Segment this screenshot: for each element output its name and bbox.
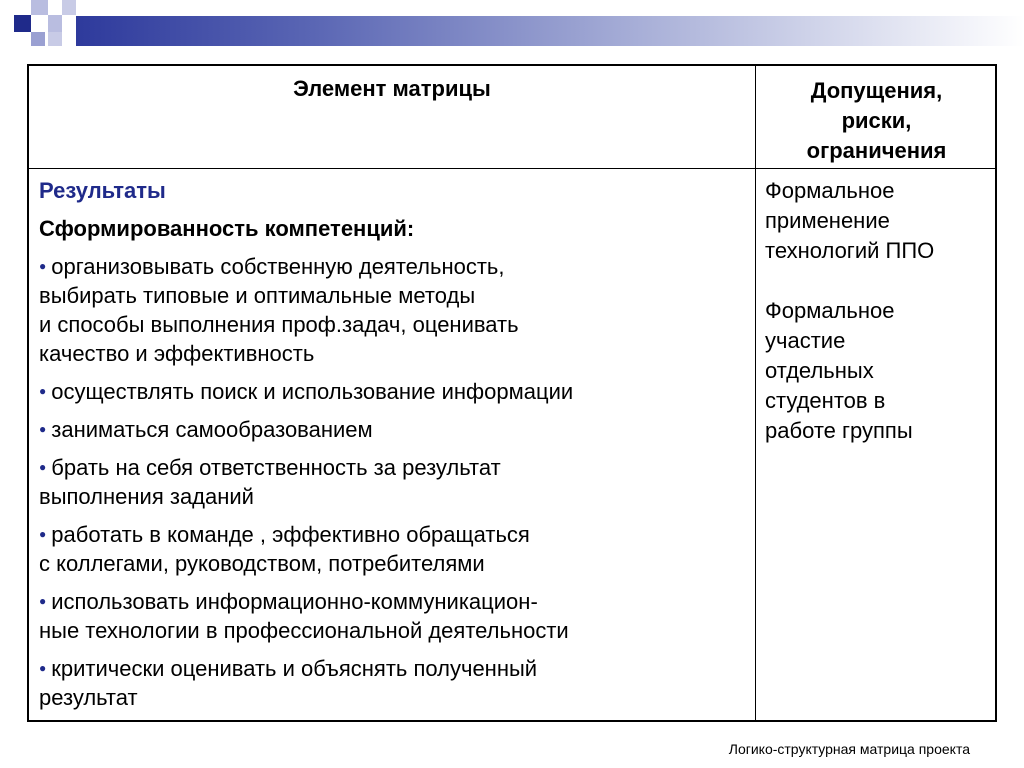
header-line: ограничения bbox=[806, 138, 947, 163]
bullet-icon: ● bbox=[39, 460, 47, 474]
item-line: с коллегами, руководством, потребителями bbox=[39, 551, 485, 576]
item-line: результат bbox=[39, 685, 138, 710]
bullet-icon: ● bbox=[39, 661, 47, 675]
body-cell-risks bbox=[765, 176, 991, 446]
decor-square bbox=[31, 0, 48, 15]
risk-line: Формальное bbox=[765, 178, 895, 203]
item-line: и способы выполнения проф.задач, оценивать bbox=[39, 312, 519, 337]
header-line: Допущения, bbox=[810, 78, 943, 103]
logical-framework-table bbox=[27, 64, 997, 722]
item-line: выполнения заданий bbox=[39, 484, 254, 509]
decor-square bbox=[48, 32, 62, 46]
item-line: критически оценивать и объяснять полученный bbox=[51, 656, 538, 681]
risk-item bbox=[765, 176, 991, 266]
body-cell-results bbox=[39, 176, 745, 721]
decor-square bbox=[62, 0, 76, 15]
decor-square bbox=[14, 15, 31, 32]
row-divider bbox=[29, 168, 995, 169]
risk-line: участие bbox=[765, 328, 846, 353]
header-line: риски, bbox=[841, 108, 912, 133]
item-line: использовать информационно-коммуникацион- bbox=[51, 589, 538, 614]
competence-item bbox=[39, 252, 745, 368]
item-line: работать в команде , эффективно обращаться bbox=[51, 522, 530, 547]
results-label: Результаты bbox=[39, 178, 166, 203]
slide-caption: Логико-структурная матрица проекта bbox=[728, 741, 970, 757]
item-line: ные технологии в профессиональной деятельности bbox=[39, 618, 569, 643]
risk-line: работе группы bbox=[765, 418, 913, 443]
item-line: выбирать типовые и оптимальные методы bbox=[39, 283, 476, 308]
header-cell-assumptions bbox=[756, 76, 997, 166]
competence-item bbox=[39, 415, 745, 444]
item-line: осуществлять поиск и использование информации bbox=[51, 379, 574, 404]
item-line: качество и эффективность bbox=[39, 341, 315, 366]
header-decoration bbox=[0, 0, 1024, 60]
risk-line: применение bbox=[765, 208, 890, 233]
item-line: брать на себя ответственность за результат bbox=[51, 455, 501, 480]
bullet-icon: ● bbox=[39, 384, 47, 398]
bullet-icon: ● bbox=[39, 527, 47, 541]
competence-item bbox=[39, 520, 745, 578]
competence-item bbox=[39, 377, 745, 406]
competence-item bbox=[39, 453, 745, 511]
risk-line: технологий ППО bbox=[765, 238, 935, 263]
bullet-icon: ● bbox=[39, 594, 47, 608]
competence-item bbox=[39, 654, 745, 712]
item-line: заниматься самообразованием bbox=[51, 417, 373, 442]
bullet-icon: ● bbox=[39, 422, 47, 436]
decor-square bbox=[31, 32, 45, 46]
competence-title: Сформированность компетенций: bbox=[39, 216, 415, 241]
risk-item bbox=[765, 296, 991, 446]
header-cell-matrix-element: Элемент матрицы bbox=[293, 76, 491, 101]
risk-line: отдельных bbox=[765, 358, 874, 383]
bullet-icon: ● bbox=[39, 259, 47, 273]
competence-item bbox=[39, 587, 745, 645]
header-gradient-band bbox=[76, 16, 1024, 46]
risk-line: Формальное bbox=[765, 298, 895, 323]
risk-line: студентов в bbox=[765, 388, 886, 413]
decor-square bbox=[48, 15, 62, 32]
item-line: организовывать собственную деятельность, bbox=[51, 254, 505, 279]
